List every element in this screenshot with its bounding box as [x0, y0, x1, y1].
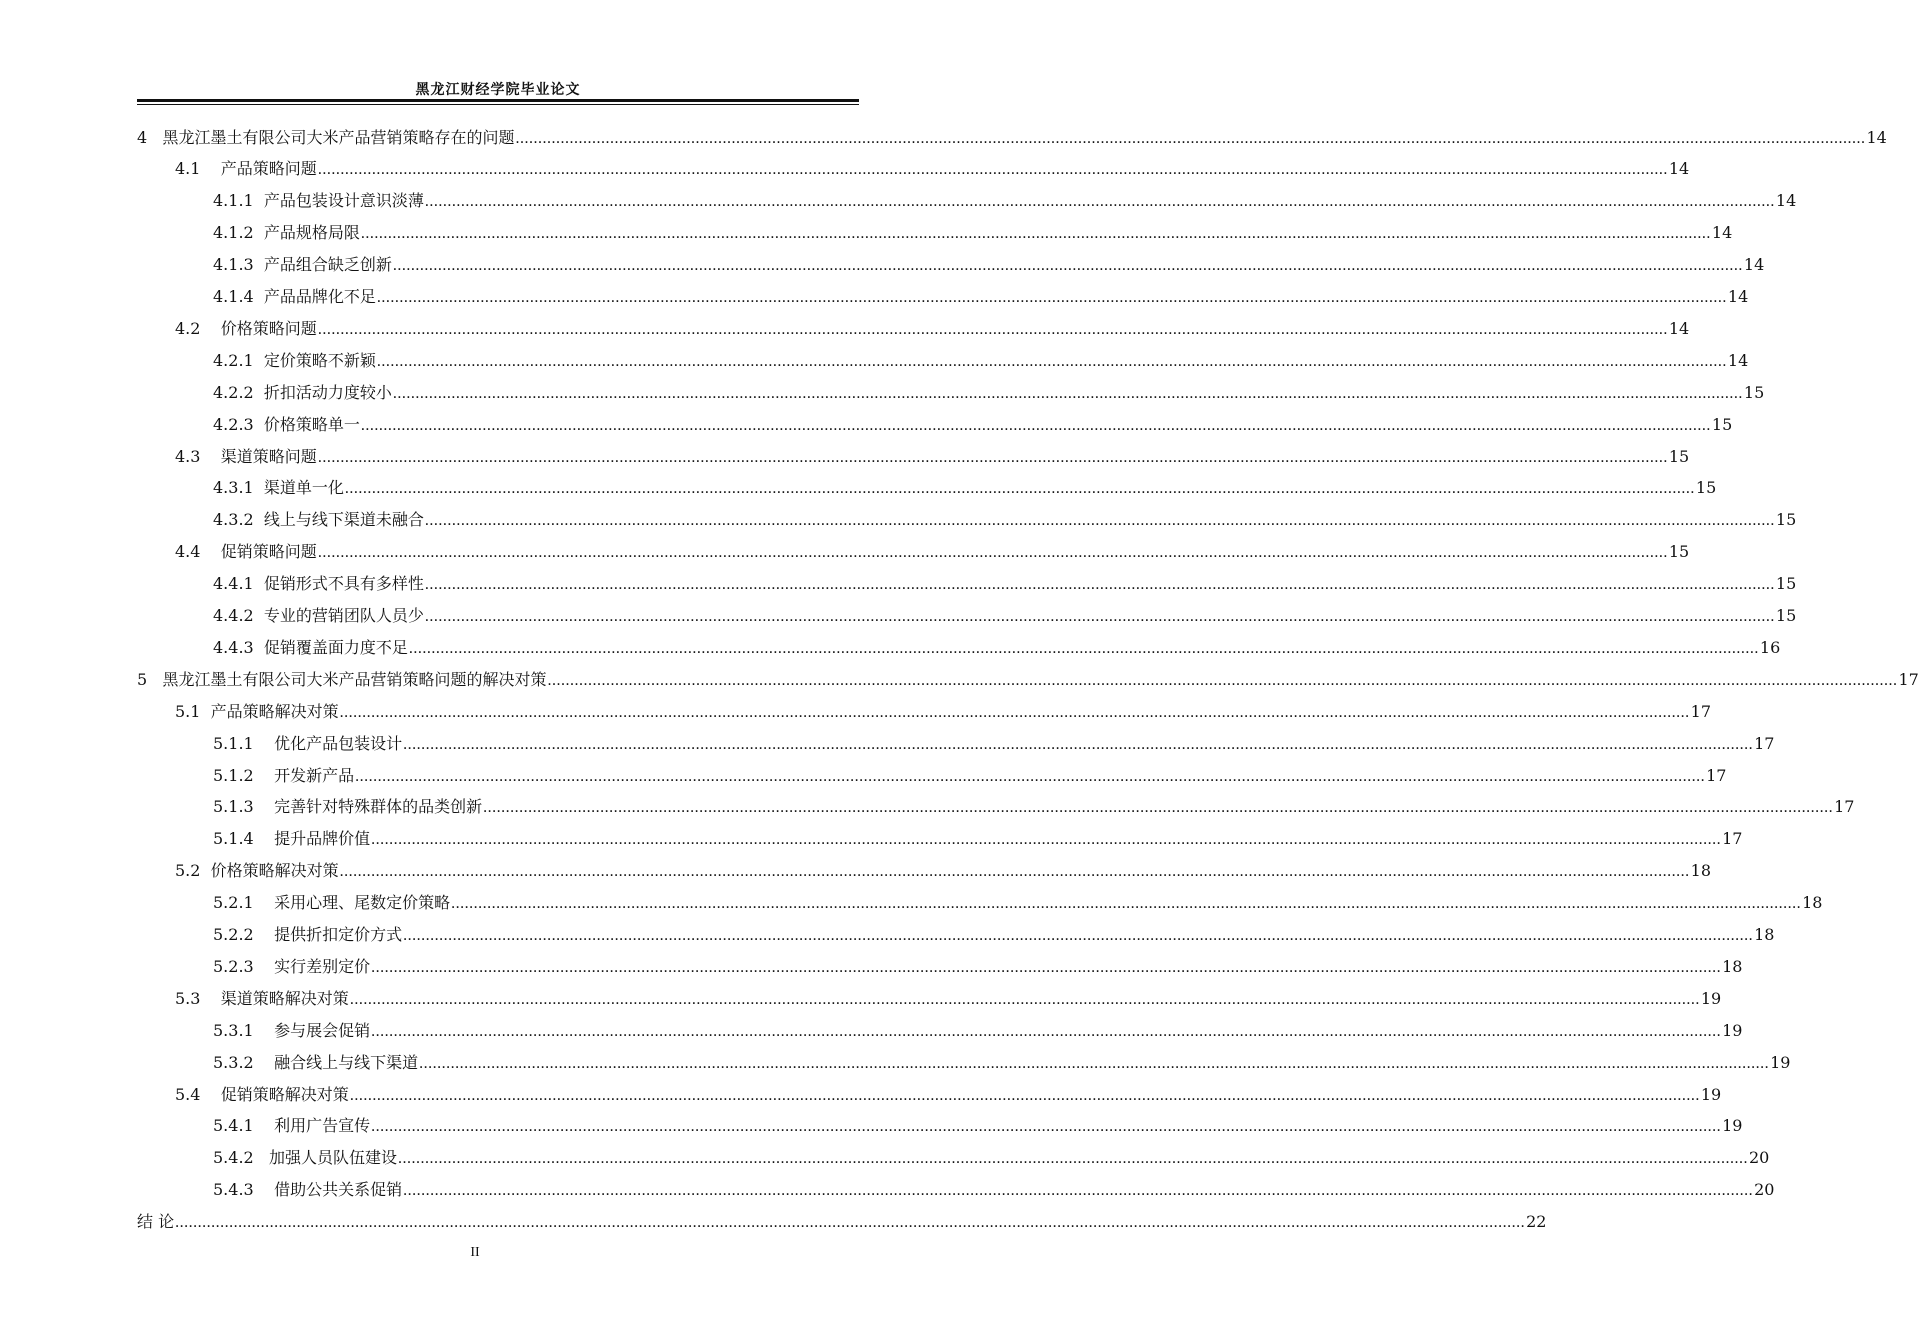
toc-section-number: 5.2.3 [213, 956, 275, 976]
toc-page-number: 19 [1700, 1084, 1722, 1104]
toc-section-number: 5.4.1 [213, 1116, 275, 1136]
toc-section-number: 5.1.4 [213, 829, 275, 849]
toc-page-number: 15 [1695, 478, 1717, 498]
toc-row[interactable] [0, 1110, 1743, 1140]
toc-section-title: 提升品牌价值 [274, 829, 371, 849]
toc-dot-leader: ............................................................................................................................................................................................................................................................................................................ [397, 1150, 1748, 1168]
toc-dot-leader: ............................................................................................................................................................................................................................................................................................................ [355, 767, 1706, 785]
toc-page-number: 16 [1759, 637, 1781, 657]
page-header-title: 黑龙江财经学院毕业论文 [415, 82, 581, 98]
toc-dot-leader: ............................................................................................................................................................................................................................................................................................................ [360, 416, 1711, 434]
toc-page-number: 20 [1748, 1148, 1770, 1168]
toc-page-number: 14 [1727, 287, 1749, 306]
toc-section-number: 4.3.2 [213, 510, 264, 530]
toc-section-title: 产品策略问题 [220, 159, 317, 179]
toc-dot-leader: ............................................................................................................................................................................................................................................................................................................ [317, 320, 1668, 338]
toc-section-title: 实行差别定价 [274, 956, 371, 976]
toc-section-title: 渠道策略解决对策 [220, 988, 349, 1008]
toc-row[interactable] [0, 759, 1727, 789]
toc-page-number: 14 [1866, 127, 1887, 147]
toc-section-number: 5.2.1 [213, 893, 275, 913]
toc-row[interactable] [0, 600, 1797, 630]
toc-section-title: 优化产品包装设计 [274, 733, 403, 753]
toc-page-number: 15 [1743, 382, 1765, 402]
toc-row[interactable] [0, 695, 1711, 725]
toc-section-number: 4.1.4 [213, 287, 264, 306]
toc-row[interactable] [0, 217, 1733, 247]
toc-row[interactable] [0, 855, 1711, 885]
toc-section-title: 促销策略问题 [220, 542, 317, 562]
toc-section-title: 专业的营销团队人员少 [263, 606, 424, 625]
toc-section-number: 4.2.1 [213, 350, 264, 370]
toc-section-title: 折扣活动力度较小 [263, 382, 392, 402]
toc-row[interactable] [0, 1046, 1791, 1076]
toc-section-number: 5.3.1 [213, 1020, 275, 1040]
toc-dot-leader: ............................................................................................................................................................................................................................................................................................................ [344, 480, 1695, 498]
toc-row[interactable] [0, 791, 1855, 821]
toc-row[interactable] [0, 185, 1797, 215]
toc-page-number: 17 [1690, 701, 1711, 721]
toc-dot-leader: ............................................................................................................................................................................................................................................................................................................ [349, 1086, 1700, 1104]
toc-row[interactable] [0, 919, 1775, 949]
toc-section-number: 5.1.1 [213, 733, 275, 753]
toc-row[interactable] [0, 504, 1797, 534]
toc-section-number: 5.1.3 [213, 797, 275, 817]
toc-page-number: 19 [1770, 1052, 1791, 1072]
toc-row[interactable] [0, 982, 1722, 1012]
toc-section-title: 产品规格局限 [263, 223, 360, 243]
toc-row[interactable] [0, 631, 1781, 661]
toc-row[interactable] [0, 281, 1749, 311]
toc-dot-leader: ............................................................................................................................................................................................................................................................................................................ [349, 990, 1700, 1008]
toc-row[interactable] [0, 376, 1765, 406]
toc-dot-leader: ............................................................................................................................................................................................................................................................................................................ [317, 544, 1668, 562]
toc-dot-leader: ............................................................................................................................................................................................................................................................................................................ [392, 257, 1743, 275]
toc-row[interactable] [0, 727, 1775, 757]
toc-section-title: 参与展会促销 [274, 1020, 371, 1040]
toc-section-title: 加强人员队伍建设 [268, 1148, 397, 1168]
toc-page-number: 15 [1775, 606, 1797, 625]
toc-page-number: 15 [1775, 574, 1797, 594]
toc-section-number: 4.2.3 [213, 414, 264, 434]
toc-section-title: 渠道策略问题 [220, 446, 317, 466]
toc-page-number: 15 [1668, 542, 1690, 562]
toc-dot-leader: ............................................................................................................................................................................................................................................................................................................ [424, 512, 1775, 530]
toc-dot-leader: ............................................................................................................................................................................................................................................................................................................ [317, 161, 1668, 179]
toc-dot-leader: ............................................................................................................................................................................................................................................................................................................ [175, 1214, 1526, 1232]
toc-dot-leader: ............................................................................................................................................................................................................................................................................................................ [376, 289, 1727, 306]
toc-section-title: 价格策略解决对策 [210, 861, 339, 881]
toc-dot-leader: ............................................................................................................................................................................................................................................................................................................ [371, 831, 1722, 849]
toc-section-number: 5.3 [175, 988, 221, 1008]
toc-dot-leader: ............................................................................................................................................................................................................................................................................................................ [424, 193, 1775, 211]
toc-section-title: 渠道单一化 [263, 478, 344, 498]
toc-dot-leader: ............................................................................................................................................................................................................................................................................................................ [403, 735, 1754, 753]
toc-row[interactable] [0, 1014, 1743, 1044]
toc-section-number: 4.1.1 [213, 191, 264, 211]
header-rule-thick [137, 99, 859, 102]
toc-row[interactable] [0, 408, 1733, 438]
toc-dot-leader: ............................................................................................................................................................................................................................................................................................................ [424, 608, 1775, 625]
toc-page-number: 19 [1722, 1116, 1743, 1136]
toc-section-number: 4.1.3 [213, 255, 264, 275]
toc-section-number: 5 [137, 669, 163, 689]
toc-dot-leader: ............................................................................................................................................................................................................................................................................................................ [339, 703, 1690, 721]
toc-row[interactable] [0, 121, 1887, 151]
toc-section-number: 4.2 [175, 318, 221, 338]
toc-page-number: 17 [1706, 765, 1727, 785]
toc-page-number: 14 [1743, 255, 1765, 275]
toc-section-title: 促销策略解决对策 [220, 1084, 349, 1104]
toc-dot-leader: ............................................................................................................................................................................................................................................................................................................ [376, 352, 1727, 370]
toc-section-title: 利用广告宣传 [274, 1116, 371, 1136]
toc-dot-leader: ............................................................................................................................................................................................................................................................................................................ [547, 671, 1898, 689]
toc-section-number: 5.4.3 [213, 1180, 275, 1200]
toc-dot-leader: ............................................................................................................................................................................................................................................................................................................ [371, 958, 1722, 976]
toc-section-title: 提供折扣定价方式 [274, 925, 403, 944]
toc-dot-leader: ............................................................................................................................................................................................................................................................................................................ [408, 639, 1759, 657]
toc-row[interactable] [0, 440, 1690, 470]
toc-section-title: 完善针对特殊群体的品类创新 [274, 797, 483, 817]
header-rule-thin [137, 104, 859, 105]
toc-page-number: 19 [1722, 1020, 1743, 1040]
toc-page-number: 19 [1700, 988, 1722, 1008]
toc-section-number: 4.3 [175, 446, 221, 466]
toc-page-number: 20 [1754, 1180, 1775, 1200]
toc-section-title: 价格策略单一 [263, 414, 360, 434]
toc-page-number: 17 [1754, 733, 1775, 753]
toc-row[interactable] [0, 1206, 1547, 1236]
toc-section-number: 5.2.2 [213, 925, 275, 944]
toc-section-title: 产品品牌化不足 [263, 287, 376, 306]
footer-page-number: II [470, 1245, 480, 1260]
toc-dot-leader: ............................................................................................................................................................................................................................................................................................................ [317, 448, 1668, 466]
toc-section-title: 促销形式不具有多样性 [263, 574, 424, 594]
toc-page-number: 15 [1711, 414, 1733, 434]
toc-page-number: 15 [1775, 510, 1797, 530]
toc-section-title: 产品包装设计意识淡薄 [263, 191, 424, 211]
toc-dot-leader: ............................................................................................................................................................................................................................................................................................................ [403, 927, 1754, 944]
toc-dot-leader: ............................................................................................................................................................................................................................................................................................................ [403, 1182, 1754, 1200]
toc-dot-leader: ............................................................................................................................................................................................................................................................................................................ [483, 799, 1834, 817]
toc-section-number: 5.2 [175, 861, 211, 881]
toc-section-title: 融合线上与线下渠道 [274, 1052, 419, 1072]
toc-section-number: 4 [137, 127, 163, 147]
toc-section-title: 采用心理、尾数定价策略 [274, 893, 451, 913]
toc-page-number: 18 [1690, 861, 1711, 881]
toc-page-number: 14 [1775, 191, 1797, 211]
toc-row[interactable] [0, 312, 1690, 342]
toc-page-number: 22 [1526, 1212, 1547, 1232]
toc-page-number: 17 [1722, 829, 1743, 849]
toc-row[interactable] [0, 663, 1919, 693]
toc-section-title: 结 论 [137, 1212, 175, 1232]
toc-row[interactable] [0, 950, 1743, 980]
toc-section-number: 4.1.2 [213, 223, 264, 243]
toc-section-title: 促销覆盖面力度不足 [263, 637, 408, 657]
toc-row[interactable] [0, 1142, 1770, 1172]
toc-dot-leader: ............................................................................................................................................................................................................................................................................................................ [451, 895, 1802, 913]
toc-section-number: 5.3.2 [213, 1052, 275, 1072]
toc-section-number: 4.4.1 [213, 574, 264, 594]
toc-page-number: 15 [1668, 446, 1690, 466]
toc-section-number: 4.1 [175, 159, 221, 179]
toc-section-title: 产品组合缺乏创新 [263, 255, 392, 275]
toc-row[interactable] [0, 1174, 1775, 1204]
toc-page-number: 14 [1668, 159, 1690, 179]
toc-section-number: 5.4.2 [213, 1148, 269, 1168]
toc-page-number: 14 [1711, 223, 1733, 243]
toc-page-number: 18 [1722, 956, 1743, 976]
toc-page-number: 17 [1834, 797, 1855, 817]
toc-dot-leader: ............................................................................................................................................................................................................................................................................................................ [371, 1022, 1722, 1040]
toc-row[interactable] [0, 823, 1743, 853]
toc-dot-leader: ............................................................................................................................................................................................................................................................................................................ [424, 576, 1775, 594]
toc-page-number: 18 [1754, 925, 1775, 944]
toc-dot-leader: ............................................................................................................................................................................................................................................................................................................ [360, 225, 1711, 243]
toc-section-title: 定价策略不新颖 [263, 350, 376, 370]
toc-section-title: 线上与线下渠道未融合 [263, 510, 424, 530]
toc-page-number: 18 [1802, 893, 1823, 913]
toc-section-title: 黑龙江墨土有限公司大米产品营销策略存在的问题 [162, 127, 515, 147]
toc-section-number: 4.2.2 [213, 382, 264, 402]
toc-row[interactable] [0, 249, 1765, 279]
toc-row[interactable] [0, 153, 1690, 183]
toc-dot-leader: ............................................................................................................................................................................................................................................................................................................ [392, 384, 1743, 402]
toc-dot-leader: ............................................................................................................................................................................................................................................................................................................ [515, 129, 1866, 147]
toc-section-number: 4.4.3 [213, 637, 264, 657]
toc-page-number: 14 [1668, 318, 1690, 338]
toc-section-number: 4.4.2 [213, 606, 264, 625]
toc-row[interactable] [0, 568, 1797, 598]
toc-row[interactable] [0, 344, 1749, 374]
toc-section-title: 借助公共关系促销 [274, 1180, 403, 1200]
toc-page-number: 17 [1898, 669, 1919, 689]
toc-row[interactable] [0, 1078, 1722, 1108]
toc-section-number: 5.1 [175, 701, 211, 721]
toc-section-title: 价格策略问题 [220, 318, 317, 338]
toc-section-title: 产品策略解决对策 [210, 701, 339, 721]
toc-section-title: 黑龙江墨土有限公司大米产品营销策略问题的解决对策 [162, 669, 547, 689]
toc-page-number: 14 [1727, 350, 1749, 370]
toc-section-number: 4.4 [175, 542, 221, 562]
toc-row[interactable] [0, 472, 1717, 502]
toc-section-number: 4.3.1 [213, 478, 264, 498]
toc-section-title: 开发新产品 [274, 765, 355, 785]
toc-dot-leader: ............................................................................................................................................................................................................................................................................................................ [339, 863, 1690, 881]
toc-row[interactable] [0, 536, 1690, 566]
toc-section-number: 5.4 [175, 1084, 221, 1104]
toc-dot-leader: ............................................................................................................................................................................................................................................................................................................ [371, 1118, 1722, 1136]
toc-dot-leader: ............................................................................................................................................................................................................................................................................................................ [419, 1054, 1770, 1072]
toc-row[interactable] [0, 887, 1823, 917]
toc-section-number: 5.1.2 [213, 765, 275, 785]
